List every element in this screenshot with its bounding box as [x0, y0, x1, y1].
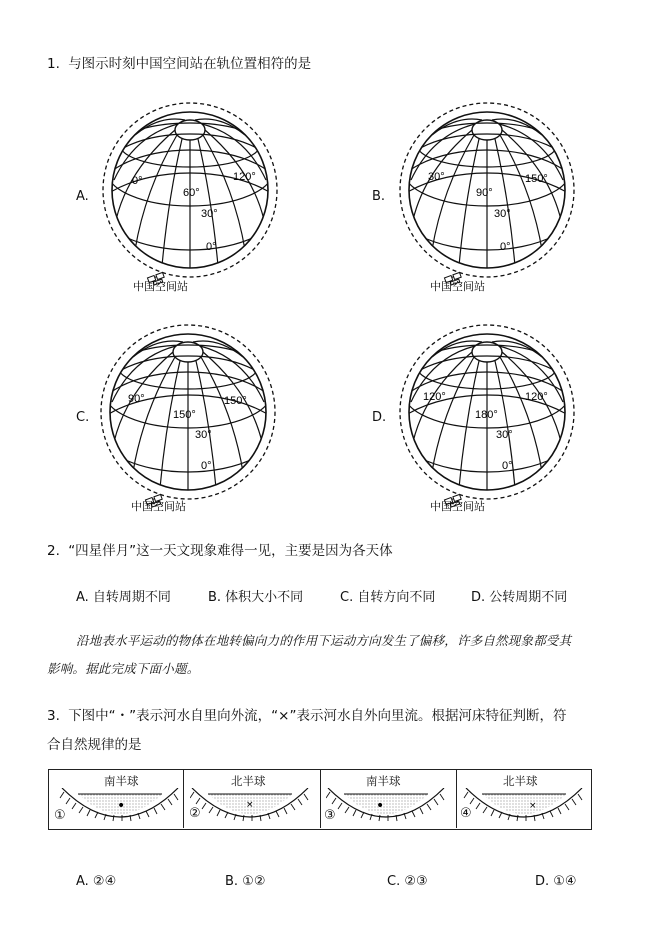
- q3-stem-line-2: 合自然规律的是: [47, 737, 142, 753]
- q1-number: 1.: [47, 56, 60, 72]
- q3-choice-c[interactable]: C. ②③: [387, 874, 428, 889]
- panel-3-marker: •: [376, 798, 385, 814]
- q1-text: 与图示时刻中国空间站在轨位置相符的是: [68, 56, 312, 72]
- globe-b-center-label: 90°: [476, 187, 493, 199]
- globe-a-center-label: 60°: [183, 187, 200, 199]
- globe-b-station-label: 中国空间站: [430, 281, 485, 293]
- option-b-letter: B.: [372, 189, 386, 204]
- globe-c-figure: [93, 312, 283, 522]
- q2-number: 2.: [47, 543, 60, 559]
- globe-c-station-label: 中国空间站: [131, 501, 186, 513]
- passage-line-2: 影响。据此完成下面小题。: [47, 661, 200, 676]
- panel-3-title: 南半球: [366, 774, 401, 788]
- option-c-letter: C.: [76, 410, 90, 425]
- q3-choice-d[interactable]: D. ①④: [535, 874, 577, 889]
- globe-b-right-label: 150°: [525, 173, 548, 185]
- panel-1-title: 南半球: [104, 774, 139, 788]
- panel-4-number: ④: [460, 806, 472, 821]
- panel-3-riverbed: [326, 788, 450, 828]
- option-d-letter: D.: [372, 410, 387, 425]
- globe-d-lat-mid: 30°: [496, 429, 513, 441]
- globe-d-figure: [392, 312, 582, 522]
- panel-divider-3: [456, 770, 457, 828]
- panel-2-marker: ×: [246, 800, 254, 810]
- globe-c-right-label: 150°: [224, 395, 247, 407]
- globe-b-figure: [392, 90, 582, 300]
- panel-divider-2: [320, 770, 321, 828]
- q2-choice-a[interactable]: A. 自转周期不同: [76, 590, 171, 605]
- q2-stem: [47, 541, 393, 561]
- globe-d-left-label: 120°: [423, 391, 446, 403]
- q2-choice-b[interactable]: B. 体积大小不同: [208, 590, 304, 605]
- panel-2-title: 北半球: [231, 774, 266, 788]
- globe-d-center-label: 180°: [475, 409, 498, 421]
- globe-a-right-label: 120°: [233, 171, 256, 183]
- globe-d-station-label: 中国空间站: [430, 501, 485, 513]
- globe-b-left-label: 30°: [428, 171, 445, 183]
- panel-1-riverbed: [56, 788, 180, 828]
- q1-stem: [47, 54, 311, 74]
- q3-choice-b[interactable]: B. ①②: [225, 874, 266, 889]
- panel-divider-1: [183, 770, 184, 828]
- globe-d-lat-eq: 0°: [502, 460, 513, 472]
- q2-choice-d[interactable]: D. 公转周期不同: [471, 590, 568, 605]
- panel-1-number: ①: [54, 808, 66, 823]
- globe-a-station-label: 中国空间站: [133, 281, 188, 293]
- q2-text: “四星伴月”这一天文现象难得一见，主要是因为各天体: [68, 543, 393, 559]
- q3-choice-a[interactable]: A. ②④: [76, 874, 117, 889]
- globe-c-center-label: 150°: [173, 409, 196, 421]
- panel-4-riverbed: [462, 788, 586, 828]
- panel-2-number: ②: [189, 806, 201, 821]
- globe-c-lat-eq: 0°: [201, 460, 212, 472]
- globe-a-lat-eq: 0°: [206, 241, 217, 253]
- globe-d-right-label: 120°: [525, 391, 548, 403]
- globe-b-lat-mid: 30°: [494, 208, 511, 220]
- q3-stem-line-1: [47, 706, 566, 726]
- globe-c-left-label: 90°: [128, 393, 145, 405]
- panel-3-number: ③: [324, 808, 336, 823]
- globe-a-left-label: 0°: [132, 175, 143, 187]
- globe-a-figure: [95, 90, 285, 300]
- globe-b-lat-eq: 0°: [500, 241, 511, 253]
- option-a-letter: A.: [76, 189, 89, 204]
- globe-c-lat-mid: 30°: [195, 429, 212, 441]
- q3-number: 3.: [47, 708, 60, 724]
- panel-4-marker: ×: [529, 801, 537, 811]
- globe-a-lat-mid: 30°: [201, 208, 218, 220]
- q3-text-1: 下图中“・”表示河水自里向外流，“×”表示河水自外向里流。根据河床特征判断，符: [68, 708, 567, 724]
- q2-choice-c[interactable]: C. 自转方向不同: [340, 590, 436, 605]
- panel-2-riverbed: [190, 788, 314, 828]
- passage-line-1: 沿地表水平运动的物体在地转偏向力的作用下运动方向发生了偏移，许多自然现象都受其: [76, 633, 572, 648]
- panel-4-title: 北半球: [503, 774, 538, 788]
- panel-1-marker: •: [117, 798, 126, 814]
